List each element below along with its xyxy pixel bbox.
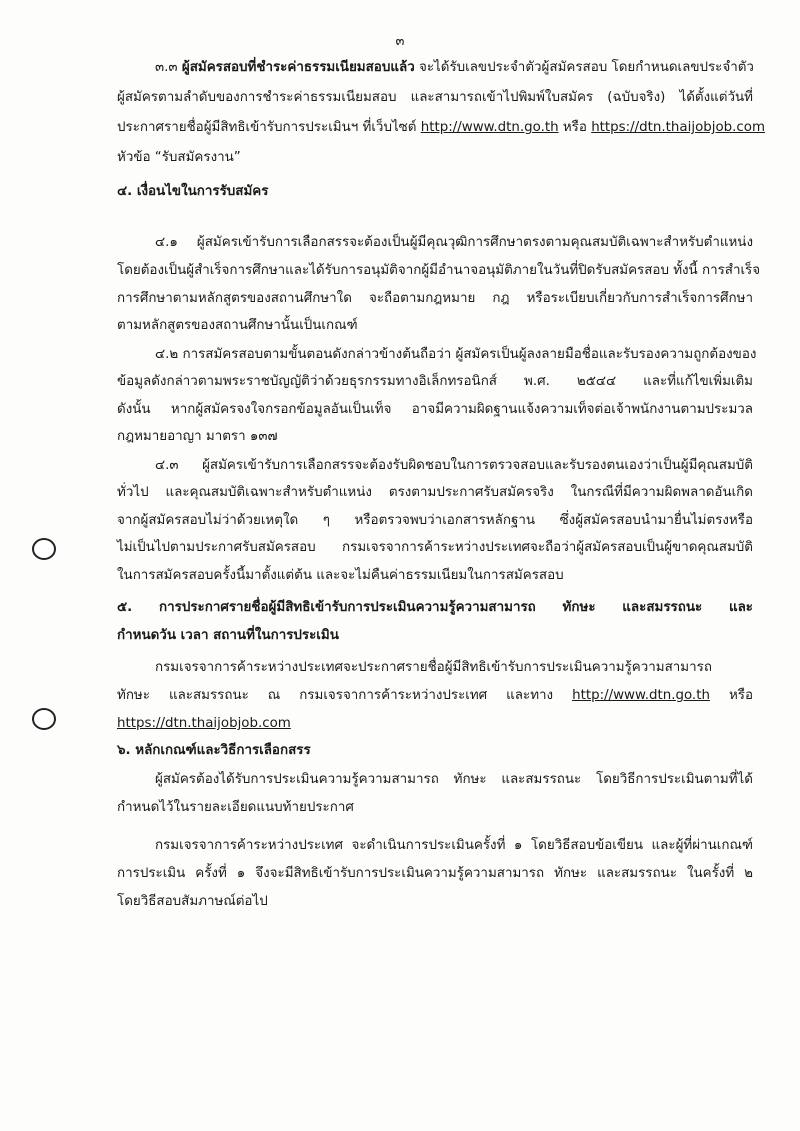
section-3-3-line: ผู้สมัครตามลำดับของการชำระค่าธรรมเนียมสอบ และสามารถเข้าไปพิมพ์ใบสมัคร (ฉบับจริง) ได้ตั้งแต่วันที่ bbox=[117, 90, 753, 105]
punch-hole-icon bbox=[32, 538, 56, 560]
section-6-line: กรมเจรจาการค้าระหว่างประเทศ จะดำเนินการประเมินครั้งที่ ๑ โดยวิธีสอบข้อเขียน และผู้ที่ผ่านเกณฑ์ bbox=[155, 838, 753, 853]
section-4-3-line: ในการสมัครสอบครั้งนี้มาตั้งแต่ต้น และจะไม่คืนค่าธรรมเนียมในการสมัครสอบ bbox=[117, 568, 564, 583]
section-4-3-line: ทั่วไป และคุณสมบัติเฉพาะสำหรับตำแหน่ง ตรงตามประกาศรับสมัครจริง ในกรณีที่มีความผิดพลาดอันเกิด bbox=[117, 485, 753, 500]
section-6-line: การประเมิน ครั้งที่ ๑ จึงจะมีสิทธิเข้ารับการประเมินความรู้ความสามารถ ทักษะ และสมรรถนะ ในครั้งที่ ๒ bbox=[117, 866, 753, 881]
punch-hole-icon bbox=[32, 708, 56, 730]
section-4-2-line: ๔.๒ การสมัครสอบตามขั้นตอนดังกล่าวข้างต้นถือว่า ผู้สมัครเป็นผู้ลงลายมือชื่อและรับรองความถูกต้องของ bbox=[155, 347, 757, 362]
section-5-line: กรมเจรจาการค้าระหว่างประเทศจะประกาศรายชื่อผู้มีสิทธิเข้ารับการประเมินความรู้ความสามารถ bbox=[155, 660, 712, 675]
section-4-2-line: ข้อมูลดังกล่าวตามพระราชบัญญัติว่าด้วยธุรกรรมทางอิเล็กทรอนิกส์ พ.ศ. ๒๕๔๔ และที่แก้ไขเพิ่มเติม bbox=[117, 374, 753, 389]
heading-section-6: ๖. หลักเกณฑ์และวิธีการเลือกสรร bbox=[117, 743, 311, 758]
section-6-line: กำหนดไว้ในรายละเอียดแนบท้ายประกาศ bbox=[117, 800, 354, 815]
heading-section-5: ๕. การประกาศรายชื่อผู้มีสิทธิเข้ารับการประเมินความรู้ความสามารถ ทักษะ และสมรรถนะ และ bbox=[117, 600, 753, 615]
section-4-1-line: ๔.๑ ผู้สมัครเข้ารับการเลือกสรรจะต้องเป็นผู้มีคุณวุฒิการศึกษาตรงตามคุณสมบัติเฉพาะสำหรับตำแหน่ง bbox=[155, 235, 753, 250]
section-4-1-line: ตามหลักสูตรของสถานศึกษานั้นเป็นเกณฑ์ bbox=[117, 318, 358, 333]
section-3-3-line: ๓.๓ ผู้สมัครสอบที่ชำระค่าธรรมเนียมสอบแล้ว จะได้รับเลขประจำตัวผู้สมัครสอบ โดยกำหนดเลขประจำตัว bbox=[155, 60, 754, 75]
heading-section-4: ๔. เงื่อนไขในการรับสมัคร bbox=[117, 184, 269, 199]
section-5-line bbox=[117, 713, 753, 735]
section-3-3-line: หัวข้อ “รับสมัครงาน” bbox=[117, 150, 241, 165]
section-4-2-line: ดังนั้น หากผู้สมัครจงใจกรอกข้อมูลอันเป็นเท็จ อาจมีความผิดฐานแจ้งความเท็จต่อเจ้าพนักงานตามประมวล bbox=[117, 402, 753, 417]
section-4-1-line: โดยต้องเป็นผู้สำเร็จการศึกษาและได้รับการอนุมัติจากผู้มีอำนาจอนุมัติภายในวันที่ปิดรับสมัครสอบ ทั้งนี้ การสำเร็จ bbox=[117, 263, 761, 278]
section-5-line: ทักษะ และสมรรถนะ ณ กรมเจรจาการค้าระหว่างประเทศ และทาง http://www.dtn.go.th หรือ bbox=[117, 688, 753, 703]
section-4-3-line: ไม่เป็นไปตามประกาศรับสมัครสอบ กรมเจรจาการค้าระหว่างประเทศจะถือว่าผู้สมัครสอบเป็นผู้ขาดคุณสมบัติ bbox=[117, 540, 753, 555]
dtn-link[interactable]: http://www.dtn.go.th bbox=[572, 688, 710, 703]
section-4-3-line: จากผู้สมัครสอบไม่ว่าด้วยเหตุใด ๆ หรือตรวจพบว่าเอกสารหลักฐาน ซึ่งผู้สมัครสอบนำมายื่นไม่ตรงหรือ bbox=[117, 513, 753, 528]
dtn-link[interactable]: http://www.dtn.go.th bbox=[420, 120, 559, 135]
section-6-line: ผู้สมัครต้องได้รับการประเมินความรู้ความสามารถ ทักษะ และสมรรถนะ โดยวิธีการประเมินตามที่ได้ bbox=[155, 772, 753, 787]
section-3-3-line: ประกาศรายชื่อผู้มีสิทธิเข้ารับการประเมินฯ ที่เว็บไซต์ http://www.dtn.go.th หรือ https://dtn.thaijobjob.com bbox=[117, 120, 766, 135]
heading-section-5: กำหนดวัน เวลา สถานที่ในการประเมิน bbox=[117, 628, 339, 643]
section-4-2-line: กฎหมายอาญา มาตรา ๑๓๗ bbox=[117, 429, 278, 444]
thaijobjob-link[interactable]: https://dtn.thaijobjob.com bbox=[591, 120, 766, 135]
section-6-line: โดยวิธีสอบสัมภาษณ์ต่อไป bbox=[117, 894, 268, 909]
section-4-3-line: ๔.๓ ผู้สมัครเข้ารับการเลือกสรรจะต้องรับผิดชอบในการตรวจสอบและรับรองตนเองว่าเป็นผู้มีคุณสมบัติ bbox=[155, 458, 753, 473]
section-4-1-line: การศึกษาตามหลักสูตรของสถานศึกษาใด จะถือตามกฎหมาย กฎ หรือระเบียบเกี่ยวกับการสำเร็จการศึกษา bbox=[117, 291, 753, 306]
thaijobjob-link[interactable]: https://dtn.thaijobjob.com bbox=[117, 716, 291, 731]
page-number: ๓ bbox=[395, 34, 405, 49]
